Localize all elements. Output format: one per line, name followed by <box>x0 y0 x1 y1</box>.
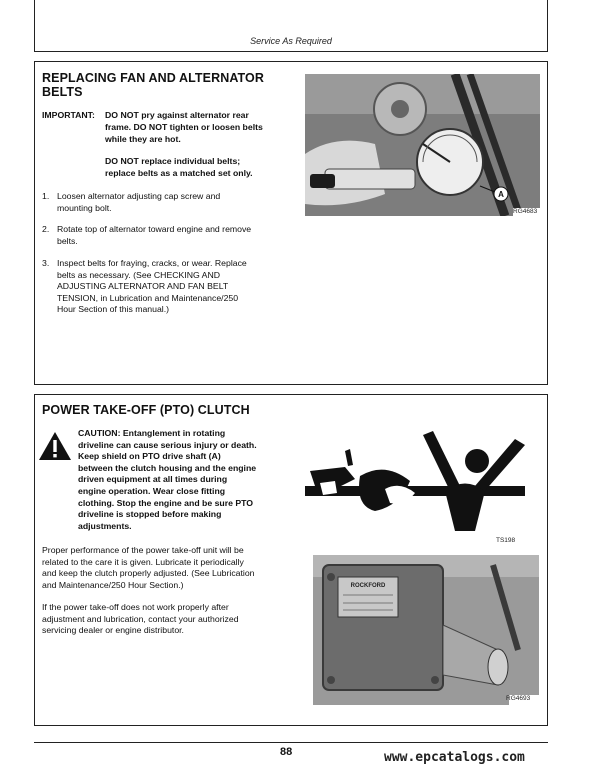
warning-triangle-icon <box>38 431 72 461</box>
step-2-text: Rotate top of alternator toward engine and remove belts. <box>57 224 252 246</box>
belt-gauge-photo <box>305 74 540 216</box>
section-fan-belts <box>34 61 548 385</box>
rockford-label: ROCKFORD <box>350 583 386 589</box>
step-1-text: Loosen alternator adjusting cap screw and mounting bolt. <box>57 191 221 213</box>
watermark-link[interactable]: www.epcatalogs.com <box>384 750 525 765</box>
footer-rule <box>34 742 548 743</box>
section2-title: POWER TAKE-OFF (PTO) CLUTCH <box>42 403 250 417</box>
step-3-text: Inspect belts for fraying, cracks, or wear. Replace belts as necessary. (See CHECKING AND ADJUSTING ALTERNATOR AND FAN BELT TENSION, in Lubrication and Maintenance/250 Hour Section of this manual.) <box>57 258 247 314</box>
important-line-3: while they are hot. <box>105 134 181 144</box>
pto-clutch-illustration <box>313 555 539 705</box>
belt-gauge-illustration <box>305 74 540 216</box>
page-header: Service As Required <box>250 36 332 46</box>
important-label: IMPORTANT: <box>42 110 95 120</box>
maintenance-paragraph: Proper performance of the power take-off unit will be related to the care it is given. Lubricate it periodically and keep the clutch properly adjusted. (See Lubrication and Maintenance/250 Hour Section.) <box>42 545 255 590</box>
step-2-number: 2. <box>42 224 50 234</box>
important2-line-2: replace belts as a matched set only. <box>105 168 253 178</box>
entanglement-hazard-pictogram <box>305 431 530 531</box>
pto-clutch-photo <box>313 555 539 705</box>
caution-text: CAUTION: Entanglement in rotating driveline can cause serious injury or death. Keep shield on PTO drive shaft (A) between the clutch housing and the engine driven equipment at all times during engine operation. Wear close fitting clothing. Stop the engine and be sure PTO driveline is stopped before making adjustments. <box>78 428 257 531</box>
important2-line-1: DO NOT replace individual belts; <box>105 156 241 166</box>
important-line-1: DO NOT pry against alternator rear <box>105 110 249 120</box>
callout-a: A <box>498 190 504 199</box>
photo-caption-rg4683: RG4683 <box>513 208 538 215</box>
important-line-2: frame. DO NOT tighten or loosen belts <box>105 122 263 132</box>
page-number: 88 <box>280 746 293 758</box>
section-pto-clutch <box>34 394 548 726</box>
step-1-number: 1. <box>42 191 50 201</box>
section1-title: REPLACING FAN AND ALTERNATOR BELTS <box>42 71 265 99</box>
safety-caption-ts198: TS198 <box>496 537 516 544</box>
service-paragraph: If the power take-off does not work properly after adjustment and lubrication, contact your authorized servicing dealer or engine distributor. <box>42 602 239 635</box>
step-3-number: 3. <box>42 258 50 268</box>
photo-caption-rg4693: RG4693 <box>506 695 531 702</box>
